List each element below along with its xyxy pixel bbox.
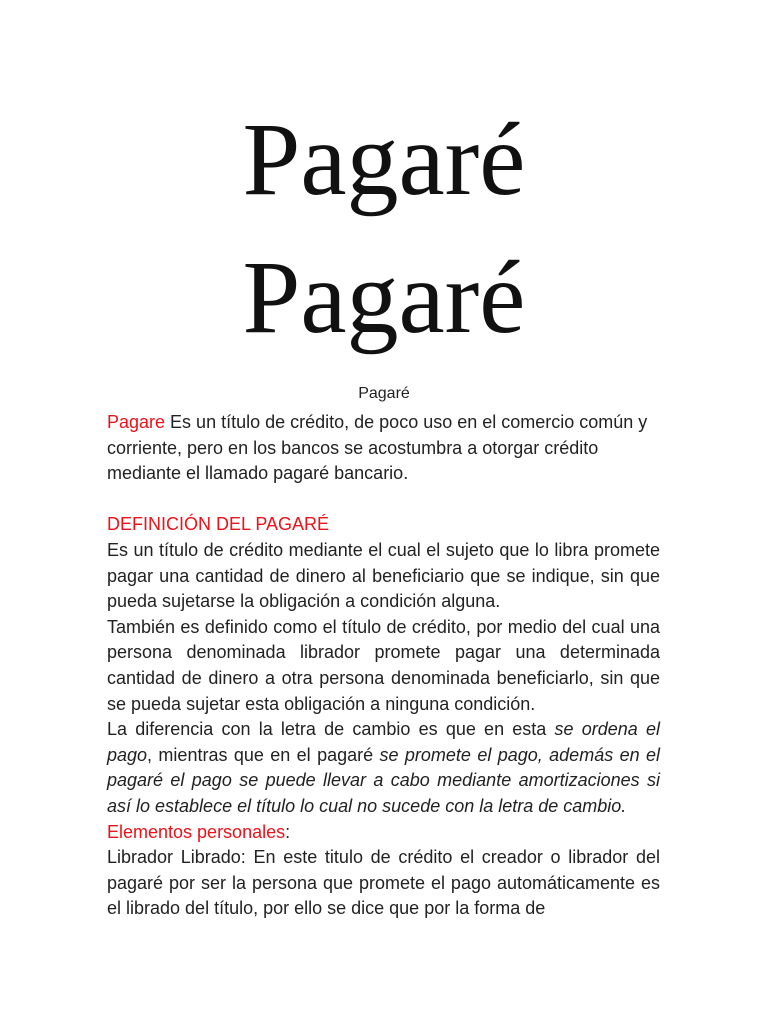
definition-paragraph-2: También es definido como el título de crédito, por medio del cual una persona denominada librador promete pagar una determinada cantidad de dinero a otra persona denominada beneficiarlo, sin que se pueda sujetar esta obligación a ninguna condición. xyxy=(107,616,660,714)
difference-text-b: , mientras que en el pagaré xyxy=(147,744,380,765)
elements-heading-colon: : xyxy=(285,821,291,842)
elements-paragraph-1: Librador Librado: En este titulo de crédito el creador o librador del pagaré por ser la persona que promete el pago automáticamente es el librado del título, por ello se dice que por la forma de xyxy=(107,847,660,919)
difference-text-a: La diferencia con la letra de cambio es que en esta xyxy=(107,719,555,740)
intro-term: Pagare xyxy=(107,412,166,432)
elements-heading-line xyxy=(107,820,660,846)
definition-paragraph-3 xyxy=(107,717,660,819)
difference-emphasis-b: se promete el pago, además en el pagaré el pago se puede llevar a cabo mediante amortizaciones si así lo establece el título lo cual no sucede con la letra de cambio. xyxy=(107,744,661,816)
intro-text: Es un título de crédito, de poco uso en el comercio común y corriente, pero en los bancos se acostumbra a otorgar crédito mediante el llamado pagaré bancario. xyxy=(107,412,648,484)
document-title-line-2: Pagaré xyxy=(242,240,526,355)
difference-emphasis-a: se ordena el pago xyxy=(107,719,660,765)
definition-paragraph-1: Es un título de crédito mediante el cual el sujeto que lo libra promete pagar una cantidad de dinero al beneficiario que se indique, sin que pueda sujetarse la obligación a condición alguna. xyxy=(107,539,660,612)
document-title-line-1: Pagaré xyxy=(242,102,526,217)
elements-heading: Elementos personales xyxy=(107,821,286,842)
intro-paragraph xyxy=(107,410,660,487)
document-body xyxy=(107,410,660,922)
section-title: Pagaré xyxy=(358,385,410,402)
definition-heading: DEFINICIÓN DEL PAGARÉ xyxy=(107,514,330,535)
paragraph-gap xyxy=(107,487,660,513)
